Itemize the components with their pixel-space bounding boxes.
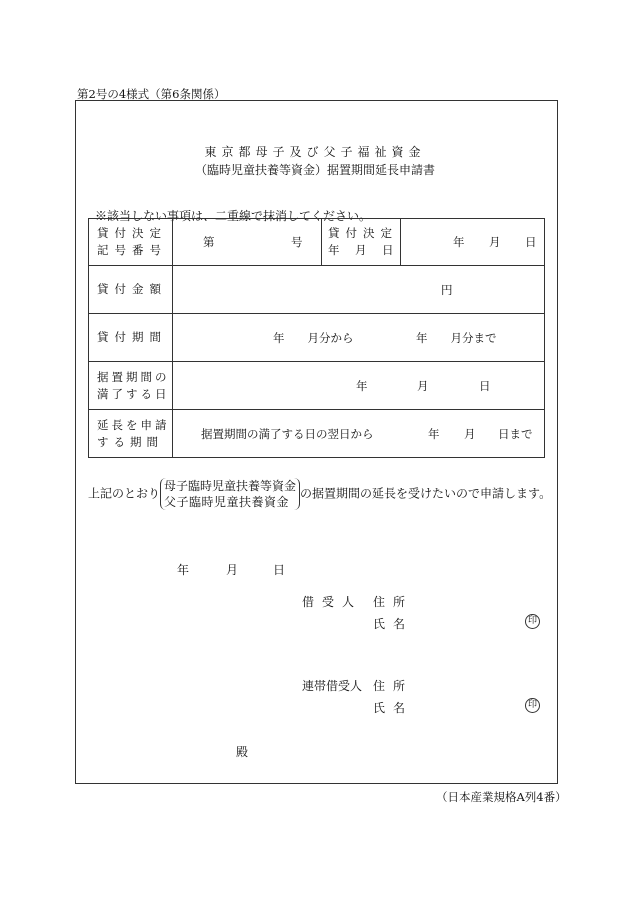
amount-unit: 円: [441, 283, 453, 297]
title-line-1: 東京都母子及び父子福祉資金: [204, 145, 426, 159]
number-dai: 第: [203, 235, 215, 249]
loan-number-field[interactable]: [173, 219, 322, 266]
application-statement: [88, 478, 551, 510]
paper-size-footer: （日本産業規格A列4番）: [436, 790, 567, 804]
period-from: 年 月分から: [273, 331, 354, 345]
borrower-name-label: 氏名: [373, 617, 414, 631]
label-loan-amount: [89, 266, 173, 314]
application-month: 月: [226, 563, 239, 577]
label-decision-date: [322, 219, 401, 266]
deferment-end-field[interactable]: [173, 362, 545, 410]
period-to: 年 月分まで: [416, 331, 497, 345]
label-deferment-end: [89, 362, 173, 410]
loan-period-field[interactable]: [173, 314, 545, 362]
fund-option-father[interactable]: 父子臨時児童扶養資金: [164, 495, 290, 509]
extension-day-until: 日まで: [498, 427, 533, 441]
fund-options: [160, 478, 300, 510]
row-loan-period: [89, 314, 545, 362]
label-decision-date-line1: 貸付決定: [328, 226, 398, 240]
label-loan-period: [89, 314, 173, 362]
co-borrower-label: 連帯借受人: [302, 679, 363, 693]
label-deferment-end-line2: 満了する日: [97, 386, 170, 401]
label-loan-period-text: 貸付期間: [97, 330, 167, 344]
deferment-month: 月: [417, 379, 429, 393]
decision-month: 月: [489, 235, 501, 249]
row-extension-period: [89, 410, 545, 458]
label-loan-number-line2: 記号番号: [97, 243, 167, 257]
borrower-seal-icon: 印: [525, 614, 540, 629]
statement-prefix: 上記のとおり: [88, 486, 161, 501]
label-deferment-end-line1: 据置期間の: [97, 369, 170, 384]
extension-year: 年: [428, 427, 440, 441]
label-loan-number-line1: 貸付決定: [97, 226, 167, 240]
deferment-year: 年: [356, 379, 368, 393]
label-extension-period-line2: する期間: [97, 434, 163, 449]
form-number-label: 第2号の4様式（第6条関係）: [77, 87, 226, 101]
co-borrower-address-label: 住所: [373, 679, 414, 693]
label-loan-amount-text: 貸付金額: [97, 282, 167, 296]
label-extension-period: [89, 410, 173, 458]
row-deferment-end: [89, 362, 545, 410]
row-loan-amount: [89, 266, 545, 314]
extension-text: 据置期間の満了する日の翌日から: [201, 427, 374, 441]
label-loan-number: [89, 219, 173, 266]
decision-year: 年: [453, 235, 465, 249]
loan-info-table: [88, 218, 545, 458]
deletion-note: ※該当しない事項は、二重線で抹消してください。: [95, 209, 372, 223]
application-day: 日: [273, 563, 286, 577]
fund-option-mother[interactable]: 母子臨時児童扶養等資金: [164, 479, 297, 493]
label-decision-date-line2: 年 月 日: [328, 243, 396, 257]
title-line-2: （臨時児童扶養等資金）据置期間延長申請書: [194, 163, 435, 177]
number-gou: 号: [291, 235, 303, 249]
deferment-day: 日: [479, 379, 491, 393]
decision-date-field[interactable]: [401, 219, 545, 266]
row-loan-number: [89, 219, 545, 266]
decision-day: 日: [525, 235, 537, 249]
extension-month: 月: [464, 427, 476, 441]
statement-suffix: の据置期間の延長を受けたいので申請します。: [300, 486, 552, 501]
borrower-address-label: 住所: [373, 595, 414, 609]
co-borrower-seal-icon: 印: [525, 698, 540, 713]
addressee-honorific: 殿: [236, 745, 249, 759]
extension-period-field[interactable]: [173, 410, 545, 458]
application-year: 年: [177, 563, 190, 577]
borrower-label: 借受人: [302, 595, 363, 609]
label-extension-period-line1: 延長を申請: [97, 417, 170, 432]
loan-amount-field[interactable]: [173, 266, 545, 314]
co-borrower-name-label: 氏名: [373, 701, 414, 715]
